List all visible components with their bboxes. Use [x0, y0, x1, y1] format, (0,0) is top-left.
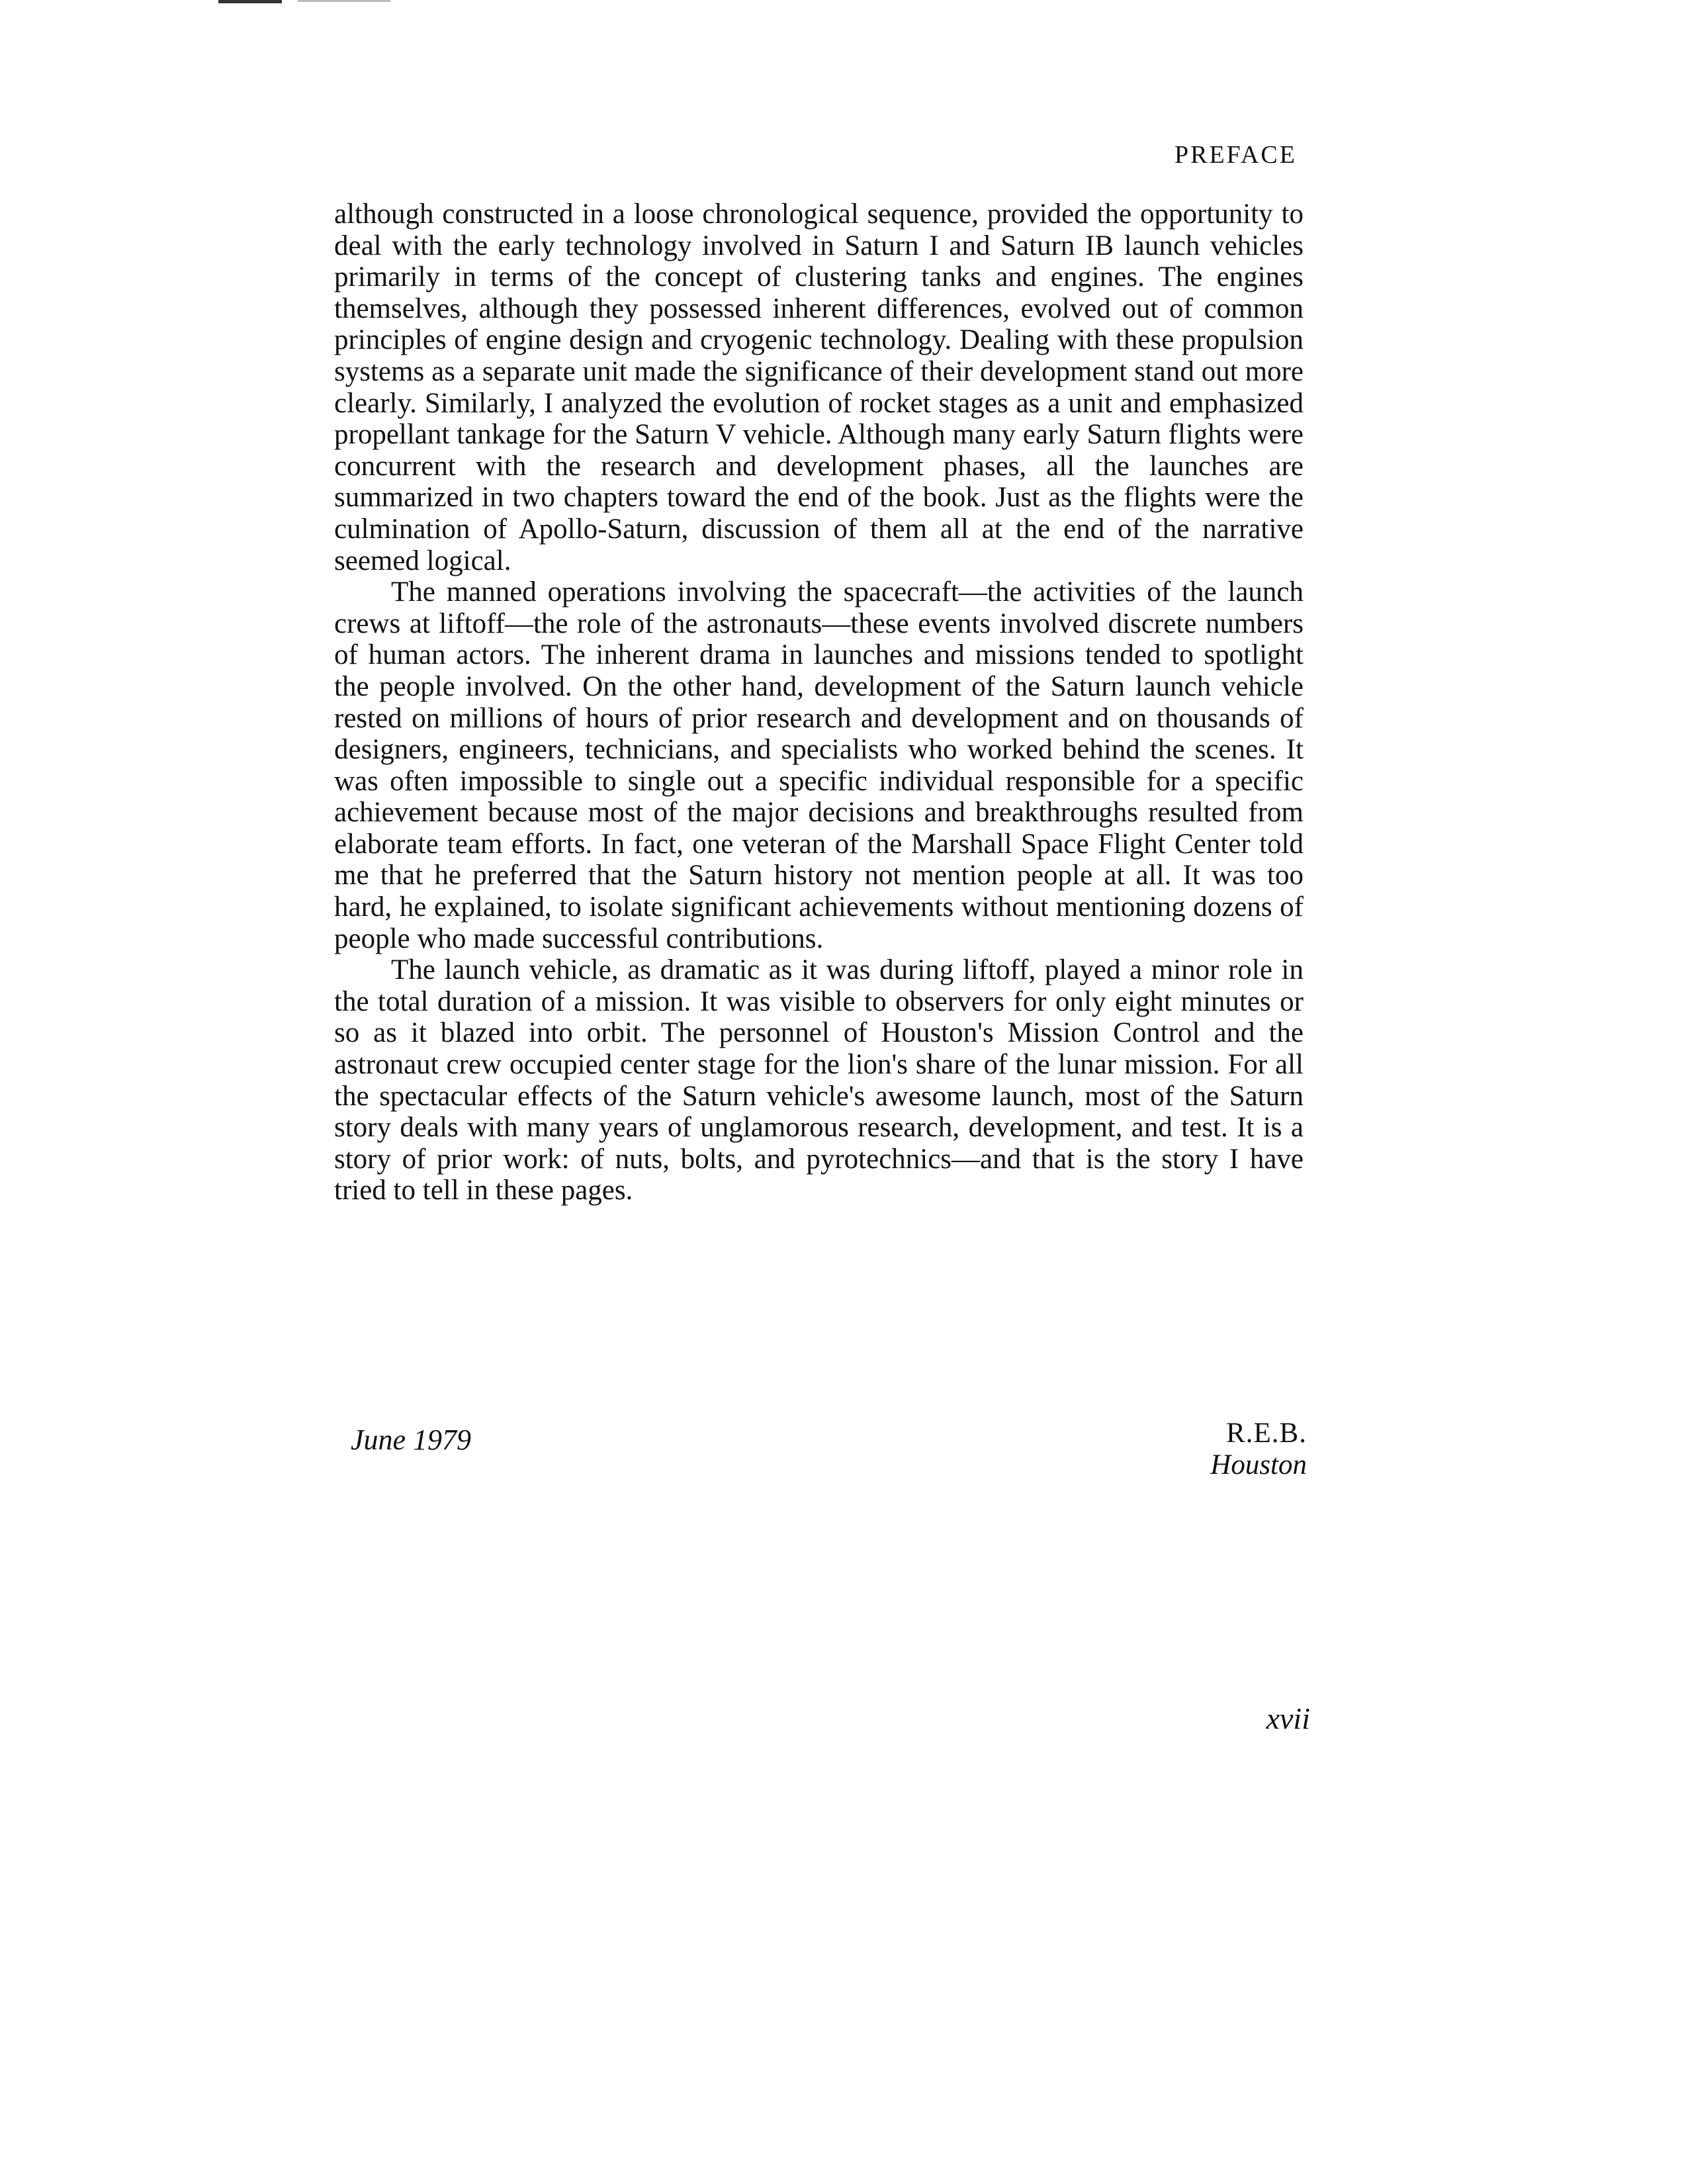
author-initials: R.E.B.	[1226, 1418, 1307, 1449]
running-head: PREFACE	[1174, 141, 1297, 169]
paragraph-continuation: although constructed in a loose chronological sequence, provided the opportunity to deal with the early technology involved in Saturn I and Saturn IB launch vehicles primarily in terms of the concept of clustering tanks and engines. The engines themselves, although they possessed inherent differences, evolved out of common principles of engine design and cryogenic technology. Dealing with these propulsion systems as a separate unit made the significance of their development stand out more clearly. Similarly, I analyzed the evolution of rocket stages as a unit and emphasized propellant tankage for the Saturn V vehicle. Although many early Saturn flights were concurrent with the research and development phases, all the launches are summarized in two chapters toward the end of the book. Just as the flights were the culmination of Apollo-Saturn, discussion of them all at the end of the narrative seemed logical.	[334, 199, 1304, 576]
page-number: xvii	[1266, 1702, 1310, 1735]
scan-artifact-mark	[218, 0, 282, 3]
signoff-date: June 1979	[351, 1424, 472, 1456]
preface-body	[334, 199, 1304, 1206]
signoff-block	[1125, 1418, 1307, 1481]
paragraph-launch-vehicle: The launch vehicle, as dramatic as it was during liftoff, played a minor role in the total duration of a mission. It was visible to observers for only eight minutes or so as it blazed into orbit. The personnel of Houston's Mission Control and the astronaut crew occupied center stage for the lion's share of the lunar mission. For all the spectacular effects of the Saturn vehicle's awesome launch, most of the Saturn story deals with many years of unglamorous research, development, and test. It is a story of prior work: of nuts, bolts, and pyrotechnics—and that is the story I have tried to tell in these pages.	[334, 954, 1304, 1206]
author-place: Houston	[1210, 1449, 1307, 1480]
scan-artifact-faint-mark	[298, 0, 390, 2]
paragraph-manned-operations: The manned operations involving the spacecraft—the activities of the launch crews at liftoff—the role of the astronauts—these events involved discrete numbers of human actors. The inherent drama in launches and missions tended to spotlight the people involved. On the other hand, development of the Saturn launch vehicle rested on millions of hours of prior research and development and on thousands of designers, engineers, technicians, and specialists who worked behind the scenes. It was often impossible to single out a specific individual responsible for a specific achievement because most of the major decisions and breakthroughs resulted from elaborate team efforts. In fact, one veteran of the Marshall Space Flight Center told me that he preferred that the Saturn history not mention people at all. It was too hard, he explained, to isolate significant achievements without mentioning dozens of people who made successful contributions.	[334, 576, 1304, 954]
